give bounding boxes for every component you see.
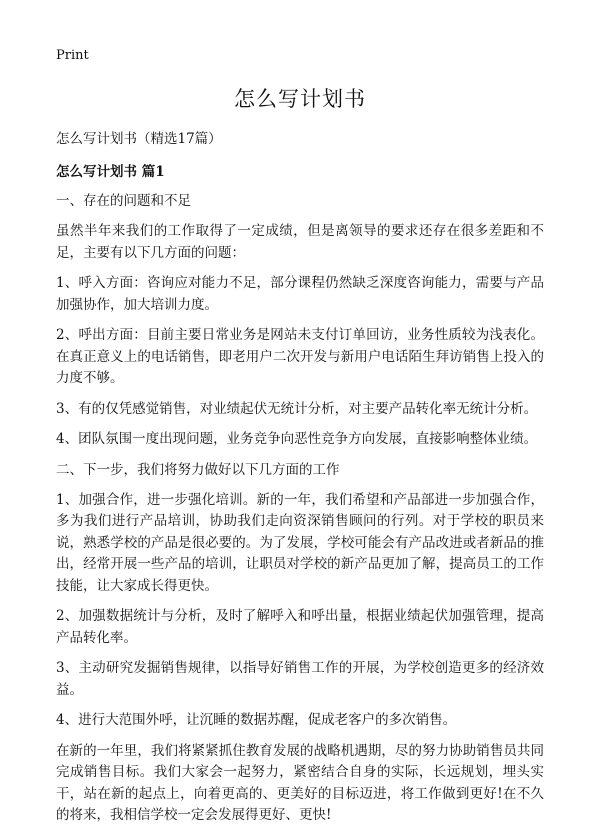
page-title: 怎么写计划书 <box>234 87 366 111</box>
paragraph-statistics: 2、加强数据统计与分析，及时了解呼入和呼出量，根据业绩起伏加强管理，提高产品转化率。 <box>56 608 544 646</box>
document-subtitle: 怎么写计划书（精选17篇） <box>56 131 222 147</box>
paragraph-closing: 在新的一年里，我们将紧紧抓住教育发展的战略机遇期，尽的努力协助销售员共同完成销售目标。我们大家会一起努力，紧密结合自身的实际，长远规划，埋头实干，站在新的起点上，向着更高的、更美好的目标迈进，将工作做到更好!在不久的将来，我相信学校一定会发展得更好、更快! <box>56 742 544 823</box>
paragraph-cooperation: 1、加强合作，进一步强化培训。新的一年，我们希望和产品部进一步加强合作，多为我们进行产品培训，协助我们走向资深销售顾问的行列。对于学校的职员来说，熟悉学校的产品是很必要的。为了发展，学校可能会有产品改进或者新品的推出，经常开展一些产品的培训，让职员对学校的新产品更加了解，提高员工的工作技能，让大家成长得更快。 <box>56 491 544 594</box>
section-heading: 怎么写计划书 篇1 <box>56 164 165 180</box>
heading-problems: 一、存在的问题和不足 <box>56 193 191 209</box>
paragraph-research: 3、主动研究发掘销售规律，以指导好销售工作的开展，为学校创造更多的经济效益。 <box>56 660 544 698</box>
print-link[interactable]: Print <box>56 48 89 63</box>
paragraph-inbound: 1、呼入方面：咨询应对能力不足，部分课程仍然缺乏深度咨询能力，需要与产品加强协作，加大培训力度。 <box>56 275 544 313</box>
heading-next-steps: 二、下一步，我们将努力做好以下几方面的工作 <box>56 461 340 478</box>
paragraph-team: 4、团队氛围一度出现问题，业务竞争向恶性竞争方向发展，直接影响整体业绩。 <box>56 431 538 447</box>
paragraph-sales-feel: 3、有的仅凭感觉销售，对业绩起伏无统计分析，对主要产品转化率无统计分析。 <box>56 400 538 417</box>
paragraph-outbound: 2、呼出方面：目前主要日常业务是网站未支付订单回访，业务性质较为浅表化。在真正意义上的电话销售，即老用户二次开发与新用户电话陌生拜访销售上投入的力度不够。 <box>56 327 544 386</box>
paragraph-intro: 虽然半年来我们的工作取得了一定成绩，但是离领导的要求还存在很多差距和不足，主要有以下几方面的问题： <box>56 223 544 261</box>
paragraph-outreach: 4、进行大范围外呼，让沉睡的数据苏醒，促成老客户的多次销售。 <box>56 712 457 728</box>
